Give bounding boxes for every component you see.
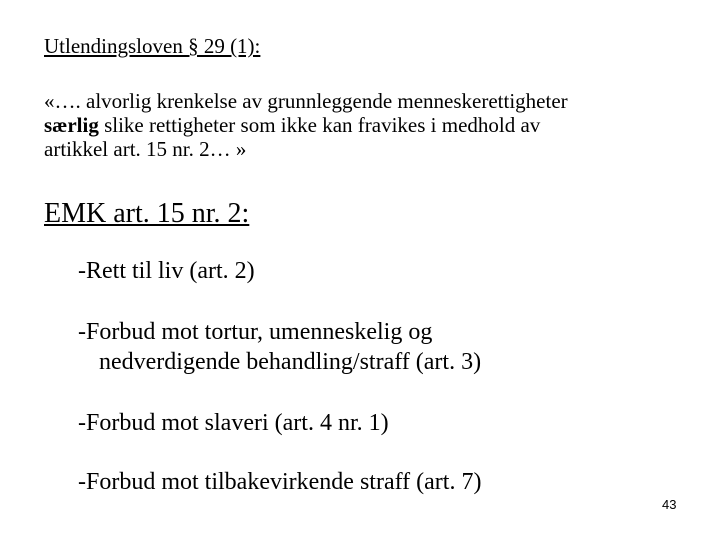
list-item-retroactive-punishment-ban — [78, 467, 481, 497]
quote-line-2-rest: slike rettigheter som ikke kan fravikes i medhold av — [98, 113, 541, 137]
quote-line-1: «…. alvorlig krenkelse av grunnleggende menneskerettigheter — [44, 89, 568, 113]
law-quote — [44, 89, 664, 161]
quote-bold-word: særlig — [44, 113, 99, 137]
emk-heading: EMK art. 15 nr. 2: — [44, 198, 250, 229]
quote-line-2 — [44, 113, 664, 137]
law-reference-heading: Utlendingsloven § 29 (1): — [44, 34, 261, 58]
quote-line-3: artikkel art. 15 nr. 2… » — [44, 137, 247, 161]
list-item-text: -Rett til liv (art. 2) — [78, 258, 255, 284]
list-item-slavery-ban — [78, 408, 389, 438]
list-item-text: -Forbud mot tilbakevirkende straff (art. 7) — [78, 469, 482, 495]
list-item-text: -Forbud mot slaveri (art. 4 nr. 1) — [78, 410, 389, 436]
list-item-right-to-life — [78, 256, 255, 286]
list-item-torture-ban — [78, 317, 481, 377]
list-item-text: -Forbud mot tortur, umenneskelig og — [78, 319, 433, 345]
page-number: 43 — [662, 497, 677, 512]
list-item-text-continued: nedverdigende behandling/straff (art. 3) — [99, 349, 482, 375]
